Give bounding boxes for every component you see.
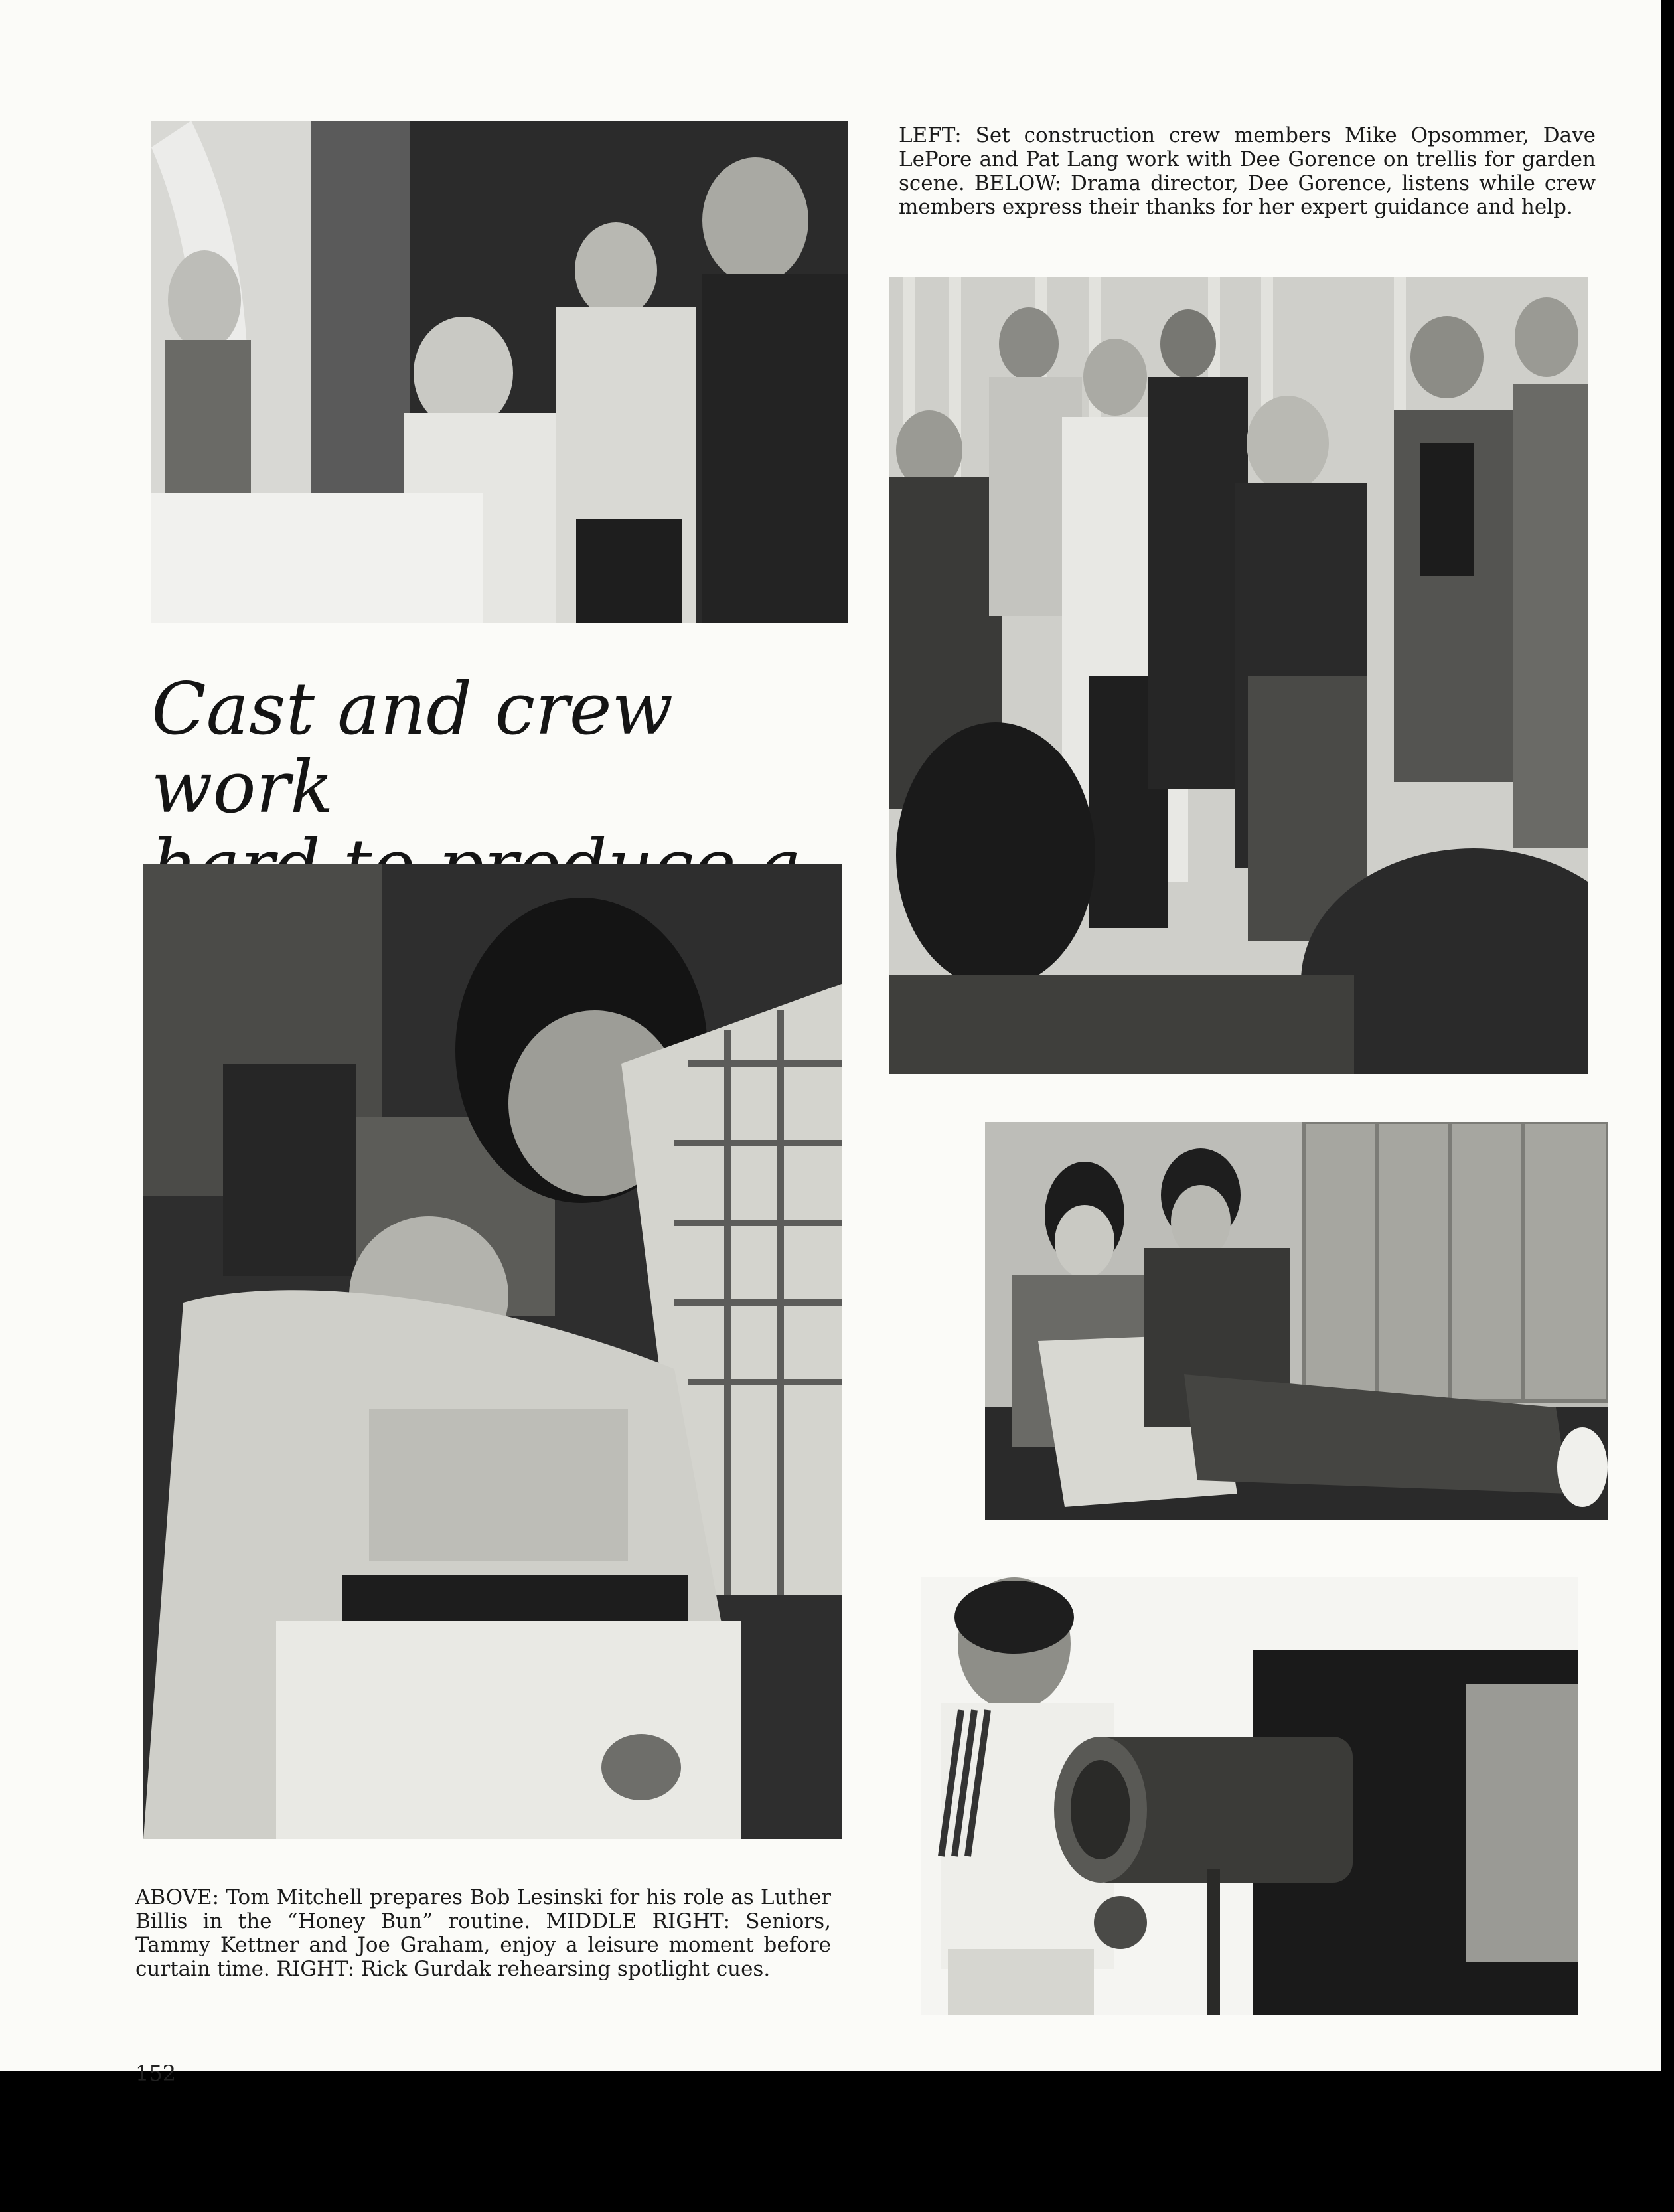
caption-top-right: LEFT: Set construction crew members Mike Opsommer, Dave LePore and Pat Lang work with Dee Gorence on trellis for garden scene. BELOW: Drama director, Dee Gorence, listens while crew members express their thanks for her expert guidance and help. — [899, 123, 1596, 219]
photo-makeup-prep — [143, 864, 842, 1839]
page-number: 152 — [135, 2061, 177, 2086]
caption-bottom-left: ABOVE: Tom Mitchell prepares Bob Lesinski for his role as Luther Billis in the “Honey Bun” routine. MIDDLE RIGHT: Seniors, Tammy Kettner and Joe Graham, enjoy a leisure moment before curtain time. RIGHT: Rick Gurdak rehearsing spotlight cues. — [135, 1885, 831, 1981]
headline-line-1: Cast and crew work — [151, 668, 674, 829]
photo-spotlight-rehearsal — [921, 1577, 1578, 2015]
photo-seniors-lockers — [985, 1122, 1608, 1520]
photo-director-with-crew — [889, 277, 1588, 1074]
photo-set-construction-crew — [151, 121, 848, 623]
